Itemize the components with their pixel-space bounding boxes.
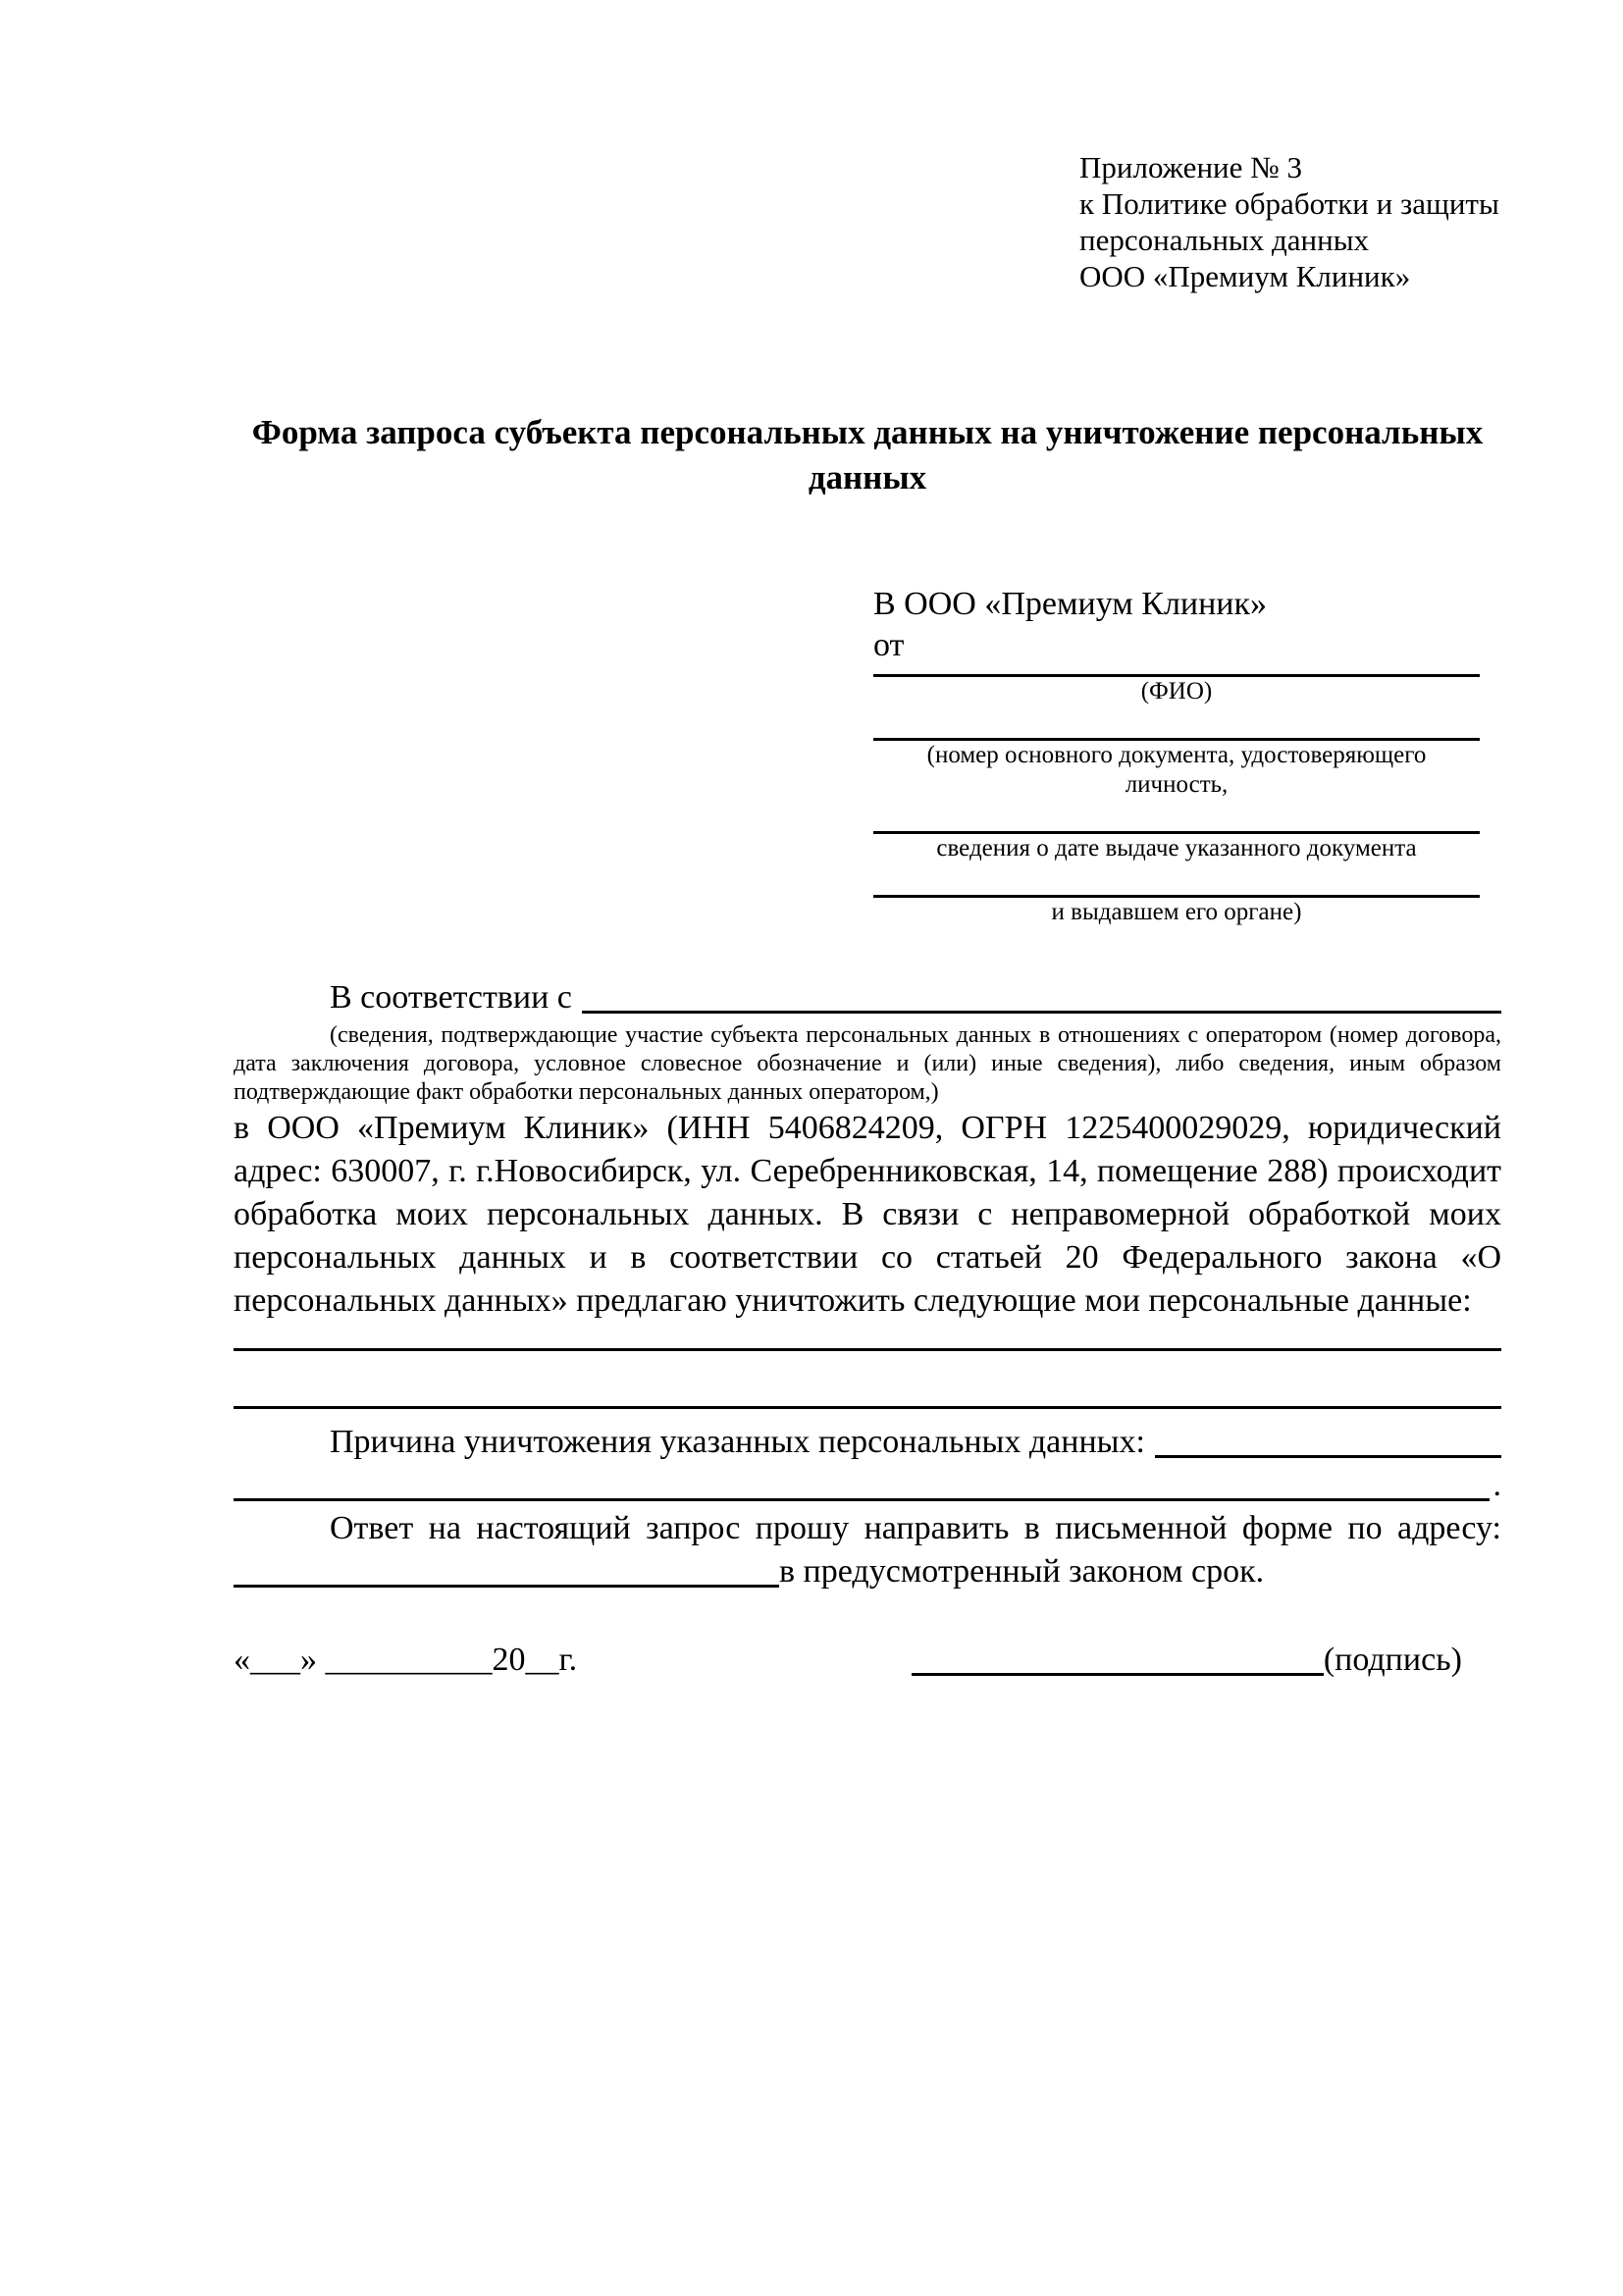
signature-caption: (подпись): [1323, 1642, 1462, 1678]
response-address-row: [234, 1550, 1501, 1593]
doc-date-fill-line: [873, 800, 1480, 834]
appendix-line-1: Приложение № 3: [1079, 150, 1302, 184]
date-signature-row: [234, 1639, 1501, 1682]
fio-caption: (ФИО): [1140, 678, 1213, 704]
reason-fill-line-2: [234, 1464, 1490, 1501]
signature-line: [912, 1639, 1324, 1676]
personal-data-fill-line-2: [234, 1351, 1501, 1409]
reason-label: Причина уничтожения указанных персональных данных:: [330, 1424, 1145, 1460]
accordance-label: В соответствии с: [330, 979, 572, 1016]
addressee-org: В ООО «Премиум Клиник»: [873, 586, 1268, 622]
appendix-line-3: персональных данных: [1079, 223, 1370, 257]
address-fill-line: [234, 1550, 779, 1588]
doc-issuer-fill-line: [873, 863, 1480, 898]
response-tail-text: в предусмотренный законом срок.: [779, 1553, 1265, 1590]
period-text: .: [1492, 1467, 1501, 1503]
response-request-text: Ответ на настоящий запрос прошу направить в письменной форме по адресу:: [330, 1510, 1501, 1546]
personal-data-fill-line-1: [234, 1323, 1501, 1351]
reason-row: [234, 1421, 1501, 1464]
appendix-line-2: к Политике обработки и защиты: [1079, 186, 1499, 221]
addressee-block: [873, 584, 1480, 927]
appendix-line-4: ООО «Премиум Клиник»: [1079, 259, 1411, 293]
explanatory-note: (сведения, подтверждающие участие субъекта персональных данных в отношениях с оператором (номер договора, дата заключения договора, условное словесное обозначение и (или) иные сведения), либо сведения, иным образом подтверждающие факт обработки персональных данных оператором,): [234, 1022, 1501, 1105]
doc-issuer-caption: и выдавшем его органе): [1051, 899, 1302, 925]
from-label: от: [873, 627, 905, 663]
doc-date-caption: сведения о дате выдаче указанного документа: [936, 835, 1417, 861]
doc-number-caption: (номер основного документа, удостоверяющего личность,: [926, 742, 1427, 798]
reason-fill-line: [1155, 1421, 1501, 1458]
request-paragraph: в ООО «Премиум Клиник» (ИНН 5406824209, ОГРН 1225400029029, юридический адрес: 630007, г. г.Новосибирск, ул. Серебренниковская, 14, помещение 288) происходит обработка моих персональных данных. В связи с неправомерной обработкой моих персональных данных и в соответствии со статьей 20 Федерального закона «О персональных данных» предлагаю уничтожить следующие мои персональные данные:: [234, 1110, 1501, 1319]
reason-fill-row-2: [234, 1464, 1501, 1507]
document-title: Форма запроса субъекта персональных данных на уничтожение персональных данных: [251, 413, 1484, 496]
signature-group: [912, 1639, 1462, 1682]
accordance-row: [234, 976, 1501, 1019]
date-blank: «___» __________20__г.: [234, 1642, 578, 1678]
accordance-fill-line: [582, 976, 1501, 1014]
appendix-note: [1079, 149, 1501, 294]
doc-number-fill-line: [873, 706, 1480, 741]
fio-fill-line: [873, 666, 1480, 677]
